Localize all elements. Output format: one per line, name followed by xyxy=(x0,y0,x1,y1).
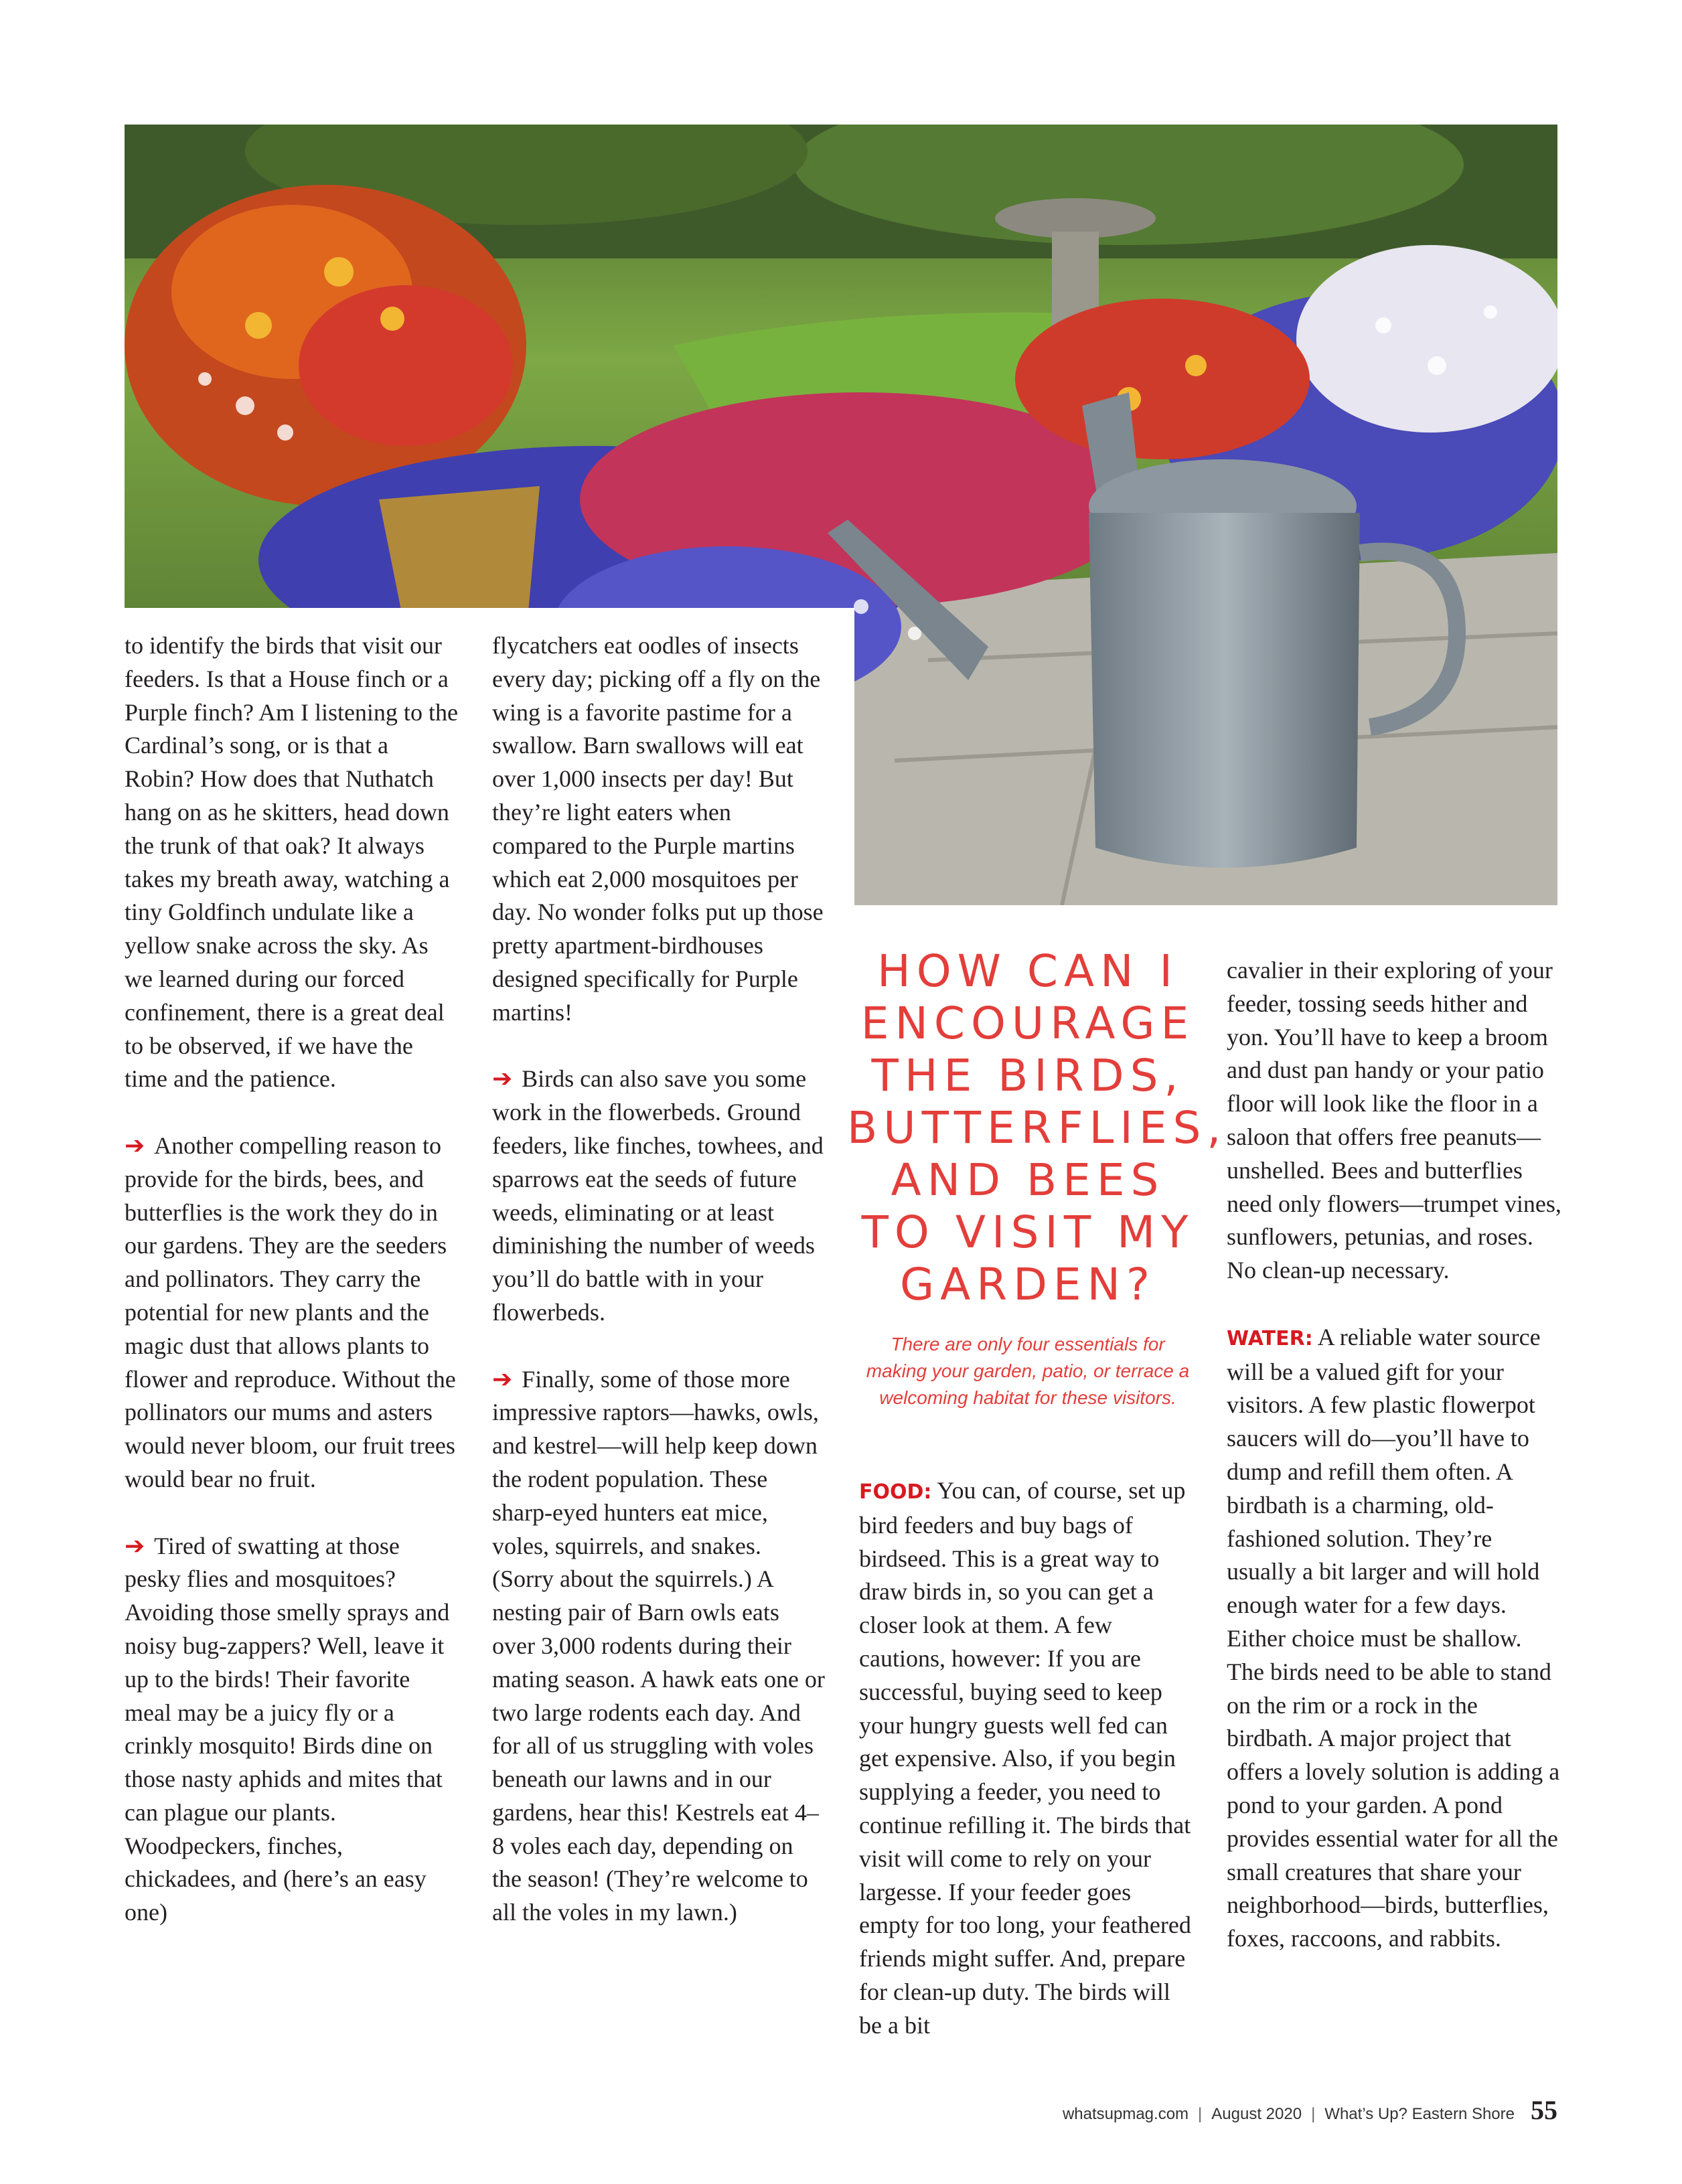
right-arrow-icon: ➔ xyxy=(492,1065,513,1093)
page-footer xyxy=(1063,2094,1557,2126)
food-label: FOOD: xyxy=(859,1480,932,1504)
right-arrow-icon: ➔ xyxy=(125,1532,145,1560)
col1-paragraph-3 xyxy=(125,1530,459,1930)
water-label: WATER: xyxy=(1227,1326,1313,1350)
col2-paragraph-3-text: Finally, some of those more impressive raptors—hawks, owls, and kestrel—will help keep down the rodent population. These sharp-eyed hunters eat mice, voles, squirrels, and snakes. (Sorry about the squirrels.) A nesting pair of Barn owls eats over 3,000 rodents during their mating season. A hawk eats one or two large rodents each day. And for all of us struggling with voles beneath our lawns and in our gardens, hear this! Kestrels eat 4–8 voles each day, depending on the season! (They’re welcome to all the voles in my lawn.) xyxy=(492,1365,825,1926)
footer-site: whatsupmag.com xyxy=(1062,2105,1189,2123)
page-number: 55 xyxy=(1531,2095,1557,2125)
right-arrow-icon: ➔ xyxy=(492,1365,513,1393)
col2-paragraph-2 xyxy=(492,1063,827,1329)
col1-paragraph-2 xyxy=(125,1129,459,1496)
footer-publication: What’s Up? Eastern Shore xyxy=(1324,2105,1515,2123)
col1-paragraph-2-text: Another compelling reason to provide for the birds, bees, and butterflies is the work they do in our gardens. They are the seeders and pollinators. They carry the potential for new plants and the magic dust that allows plants to flower and reproduce. Without the pollinators our mums and asters would never bloom, our fruit trees would bear no fruit. xyxy=(125,1132,456,1492)
right-arrow-icon: ➔ xyxy=(125,1132,145,1160)
sidebar-subtitle: There are only four essentials for making your garden, patio, or terrace a welcoming habitat for these visitors. xyxy=(866,1334,1190,1408)
article-column-4 xyxy=(1227,954,1561,1956)
col1-paragraph-1: to identify the birds that visit our feeders. Is that a House finch or a Purple finch? Am I listening to the Cardinal’s song, or is that a Robin? How does that Nuthatch hang on as he skitters, head down the trunk of that oak? It always takes my breath away, watching a tiny Goldfinch undulate like a yellow snake across the sky. As we learned during our forced confinement, there is a great deal to be observed, if we have the time and the patience. xyxy=(125,632,458,1093)
article-column-3 xyxy=(859,1474,1194,2043)
article-column-2 xyxy=(492,629,827,1930)
sidebar-heading: HOW CAN I ENCOURAGE THE BIRDS, BUTTERFLIES, AND BEES TO VISIT MY GARDEN? xyxy=(847,945,1227,1310)
footer-issue: August 2020 xyxy=(1211,2105,1302,2123)
col2-paragraph-2-text: Birds can also save you some work in the flowerbeds. Ground feeders, like finches, towhees, and sparrows eat the seeds of future weeds, eliminating or at least diminishing the number of weeds you’ll do battle with in your flowerbeds. xyxy=(492,1065,824,1326)
col4-paragraph-1: cavalier in their exploring of your feeder, tossing seeds hither and yon. You’ll have to keep a broom and dust pan handy or your patio floor will look like the floor in a saloon that offers free peanuts—unshelled. Bees and butterflies need only flowers—trumpet vines, sunflowers, petunias, and roses. No clean-up necessary. xyxy=(1227,957,1561,1284)
footer-separator: | xyxy=(1198,2105,1203,2123)
water-text: A reliable water source will be a valued gift for your visitors. A few plastic flowerpot saucers will do—you’ll have to dump and refill them often. A birdbath is a charming, old-fashioned solution. They’re usually a bit larger and will hold enough water for a few days. Either choice must be shallow. The birds need to be able to stand on the rim or a rock in the birdbath. A major project that offers a lovely solution is adding a pond to your garden. A pond provides essential water for all the small creatures that share your neighborhood—birds, butterflies, foxes, raccoons, and rabbits. xyxy=(1227,1323,1560,1952)
article-column-1 xyxy=(125,629,459,1930)
food-text: You can, of course, set up bird feeders and buy bags of birdseed. This is a great way to draw birds in, so you can get a closer look at them. A few cautions, however: If you are successful, buying seed to keep your hungry guests well fed can get expensive. Also, if you begin supplying a feeder, you need to continue refilling it. The birds that visit will come to rely on your largesse. If your feeder goes empty for too long, your feathered friends might suffer. And, prepare for clean-up duty. The birds will be a bit xyxy=(859,1477,1191,2039)
footer-separator: | xyxy=(1311,2105,1316,2123)
food-paragraph xyxy=(859,1474,1194,2043)
water-paragraph xyxy=(1227,1321,1561,1956)
col2-paragraph-3 xyxy=(492,1363,827,1930)
col1-paragraph-3-text: Tired of swatting at those pesky flies and mosquitoes? Avoiding those smelly sprays and noisy bug-zappers? Well, leave it up to the birds! Their favorite meal may be a juicy fly or a crinkly mosquito! Birds dine on those nasty aphids and mites that can plague our plants. Woodpeckers, finches, chickadees, and (here’s an easy one) xyxy=(125,1532,450,1926)
col2-paragraph-1: flycatchers eat oodles of insects every day; picking off a fly on the wing is a favorite pastime for a swallow. Barn swallows will eat over 1,000 insects per day! But they’re light eaters when compared to the Purple martins which eat 2,000 mosquitoes per day. No wonder folks put up those pretty apartment-birdhouses designed specifically for Purple martins! xyxy=(492,632,824,1026)
